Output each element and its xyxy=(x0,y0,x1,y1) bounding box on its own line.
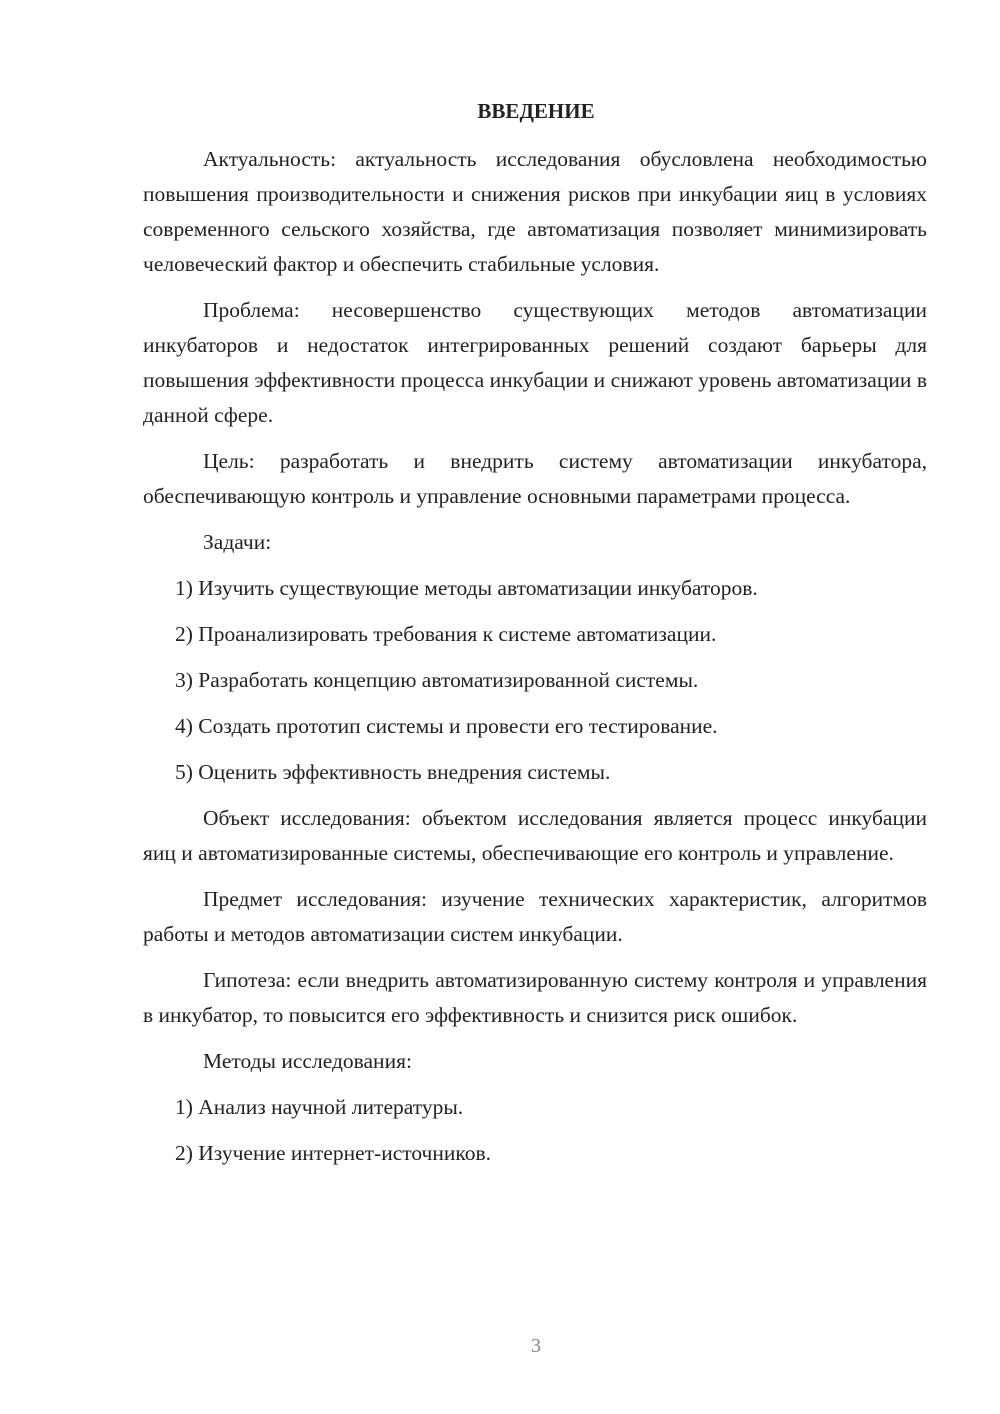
list-item-method-2: 2) Изучение интернет-источников. xyxy=(175,1141,492,1165)
methods-heading: Методы исследования: xyxy=(203,1049,412,1073)
paragraph-object: Объект исследования: объектом исследования является процесс инкубации яиц и автоматизированные системы, обеспечивающие его контроль и управление. xyxy=(143,806,927,865)
document-body xyxy=(143,142,927,1182)
list-item-method-1: 1) Анализ научной литературы. xyxy=(175,1095,464,1119)
paragraph-subject: Предмет исследования: изучение технических характеристик, алгоритмов работы и методов автоматизации систем инкубации. xyxy=(143,887,927,946)
list-item-task-3: 3) Разработать концепцию автоматизированной системы. xyxy=(175,668,699,692)
paragraph-goal: Цель: разработать и внедрить систему автоматизации инкубатора, обеспечивающую контроль и управление основными параметрами процесса. xyxy=(143,449,927,508)
list-item-task-1: 1) Изучить существующие методы автоматизации инкубаторов. xyxy=(175,576,758,600)
page-number: 3 xyxy=(531,1335,541,1357)
paragraph-relevance: Актуальность: актуальность исследования обусловлена необходимостью повышения производительности и снижения рисков при инкубации яиц в условиях современного сельского хозяйства, где автоматизация позволяет минимизировать человеческий фактор и обеспечить стабильные условия. xyxy=(143,147,927,276)
tasks-heading: Задачи: xyxy=(203,530,272,554)
page-title: ВВЕДЕНИЕ xyxy=(477,99,595,123)
list-item-task-2: 2) Проанализировать требования к системе автоматизации. xyxy=(175,622,717,646)
list-item-task-4: 4) Создать прототип системы и провести его тестирование. xyxy=(175,714,718,738)
paragraph-hypothesis: Гипотеза: если внедрить автоматизированную систему контроля и управления в инкубатор, то повысится его эффективность и снизится риск ошибок. xyxy=(143,968,927,1027)
paragraph-problem: Проблема: несовершенство существующих методов автоматизации инкубаторов и недостаток интегрированных решений создают барьеры для повышения эффективности процесса инкубации и снижают уровень автоматизации в данной сфере. xyxy=(143,298,927,427)
list-item-task-5: 5) Оценить эффективность внедрения системы. xyxy=(175,760,611,784)
